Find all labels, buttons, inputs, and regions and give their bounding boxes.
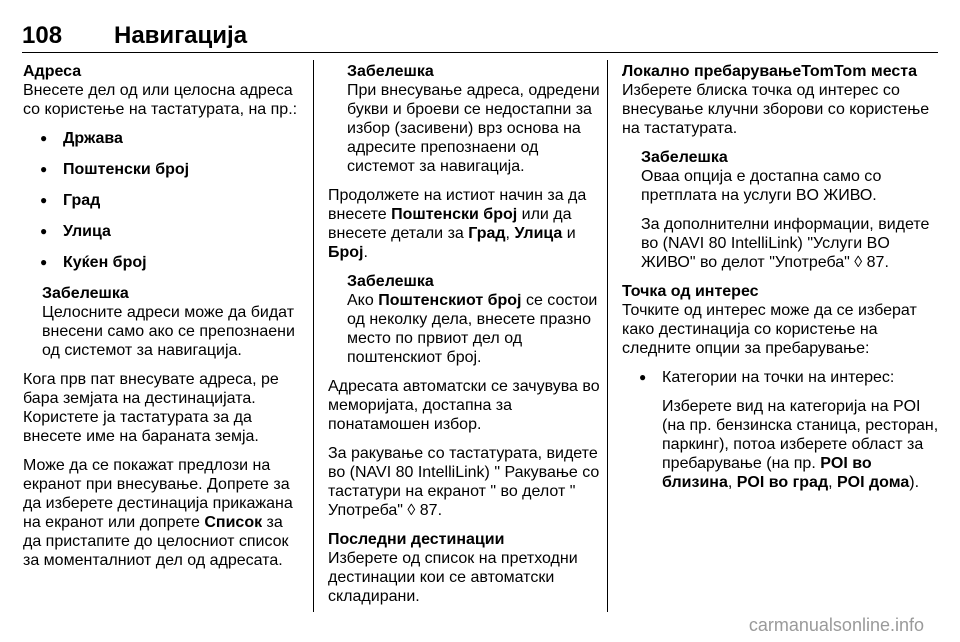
note-text: Целосните адреси може да бидат внесени само ако се препознаени од системот за навигација. <box>42 304 295 359</box>
note-text: Оваа опција е достапна само со претплата на услуги BO ЖИВО. <box>641 168 882 204</box>
column-divider-1 <box>313 60 314 612</box>
header-rule <box>22 52 938 53</box>
note-heading: Забелешка <box>42 285 129 302</box>
address-text: Внесете дел од или целосна адреса со користење на тастатурата, на пр.: <box>23 82 298 118</box>
chapter-title: Навигација <box>114 22 248 49</box>
term-postal-code: Поштенски број <box>391 206 518 223</box>
separator: , <box>727 474 733 491</box>
poi-section <box>622 282 942 358</box>
list-item <box>622 368 942 387</box>
column-divider-2 <box>607 60 608 612</box>
address-section <box>23 62 303 119</box>
poi-heading: Точка од интерес <box>622 283 759 300</box>
address-fields-list <box>23 129 303 272</box>
separator: , <box>828 474 833 491</box>
paragraph: За ракување со тастатурата, видете во (NAVI 80 IntelliLink) " Ракување со тастатури на екранот " во делот " Употреба" ◊ 87. <box>328 445 600 519</box>
list-item: ● Поштенски број <box>23 160 303 179</box>
term-poi-nearby: POI во близина <box>662 455 872 491</box>
paragraph-text: Изберете вид на категорија на POI (на пр. бензинска станица, ресторан, паркинг), потоа изберете област за пребарување (на пр. <box>662 398 939 472</box>
term-poi-home: POI дома <box>837 474 910 491</box>
separator: , <box>505 225 510 242</box>
paragraph-text: за да пристапите до целосниот список за моменталниот дел од адресата. <box>23 514 289 569</box>
watermark: carmanualsonline.info <box>748 615 924 635</box>
address-heading: Адреса <box>23 63 82 80</box>
note-block <box>42 284 303 360</box>
column-2 <box>328 62 603 616</box>
column-1 <box>23 62 303 580</box>
term-poi-city: POI во град <box>736 474 829 491</box>
recent-section <box>328 530 603 606</box>
period: ). <box>909 474 920 491</box>
note-heading: Забелешка <box>347 273 434 290</box>
page-number: 108 <box>22 22 63 49</box>
term-postal-code: Поштенскиот број <box>378 292 522 309</box>
note-heading: Забелешка <box>641 149 728 166</box>
term-city: Град <box>468 225 506 242</box>
paragraph <box>328 186 603 262</box>
poi-text: Точките од интерес може да се изберат како дестинација со користење на следните опции за пребарување: <box>622 302 917 357</box>
note-block <box>641 148 942 272</box>
conjunction: и <box>566 225 576 242</box>
poi-bullet-label: Категории на точки на интерес: <box>662 369 895 386</box>
note-block <box>347 272 603 367</box>
list-item: ● Град <box>23 191 303 210</box>
note-text: За дополнителни информации, видете во (NAVI 80 IntelliLink) "Услуги BO ЖИВО" во делот "Употреба" ◊ 87. <box>641 216 930 271</box>
paragraph-text: Продолжете на истиот начин за да внесете <box>328 187 587 223</box>
note-text: Ако <box>347 292 374 309</box>
paragraph: Кога прв пат внесувате адреса, ре бара земјата на дестинацијата. Користете ја тастатурата за да внесете име на бараната земја. <box>23 371 279 445</box>
local-search-section <box>622 62 942 138</box>
local-search-text: Изберете блиска точка од интерес со внесување клучни зборови со користење на тастатурата. <box>622 82 930 137</box>
paragraph <box>649 397 942 492</box>
list-item: ● Куќен број <box>23 253 303 272</box>
paragraph: Адресата автоматски се зачувува во меморијата, достапна за понатамошен избор. <box>328 378 600 433</box>
period: . <box>363 244 368 261</box>
term-street: Улица <box>514 225 563 242</box>
paragraph-text: Може да се покажат предлози на екранот при внесување. Допрете за да изберете дестинација прикажана на екранот или допрете <box>23 457 293 531</box>
note-text: се состои од неколку дела, внесете празно место по првиот дел од поштенскиот број. <box>347 292 598 366</box>
note-heading: Забелешка <box>347 63 434 80</box>
paragraph-text: или да внесете детали за <box>328 206 572 242</box>
column-3 <box>622 62 942 502</box>
local-search-heading: Локално пребарувањеTomTom места <box>622 63 918 80</box>
list-term: Список <box>204 514 263 531</box>
note-text: При внесување адреса, одредени букви и броеви се недостапни за избор (засивени) врз основа на адресите препознаени од системот за навигација. <box>347 82 600 175</box>
list-item: ● Држава <box>23 129 303 148</box>
recent-heading: Последни дестинации <box>328 531 505 548</box>
page-header <box>22 22 938 52</box>
recent-text: Изберете од список на претходни дестинации кои се автоматски складирани. <box>328 550 578 605</box>
poi-sub-text <box>622 397 942 492</box>
list-item: ● Улица <box>23 222 303 241</box>
paragraph <box>23 456 303 570</box>
term-number: Број <box>328 244 364 261</box>
note-block <box>347 62 603 176</box>
